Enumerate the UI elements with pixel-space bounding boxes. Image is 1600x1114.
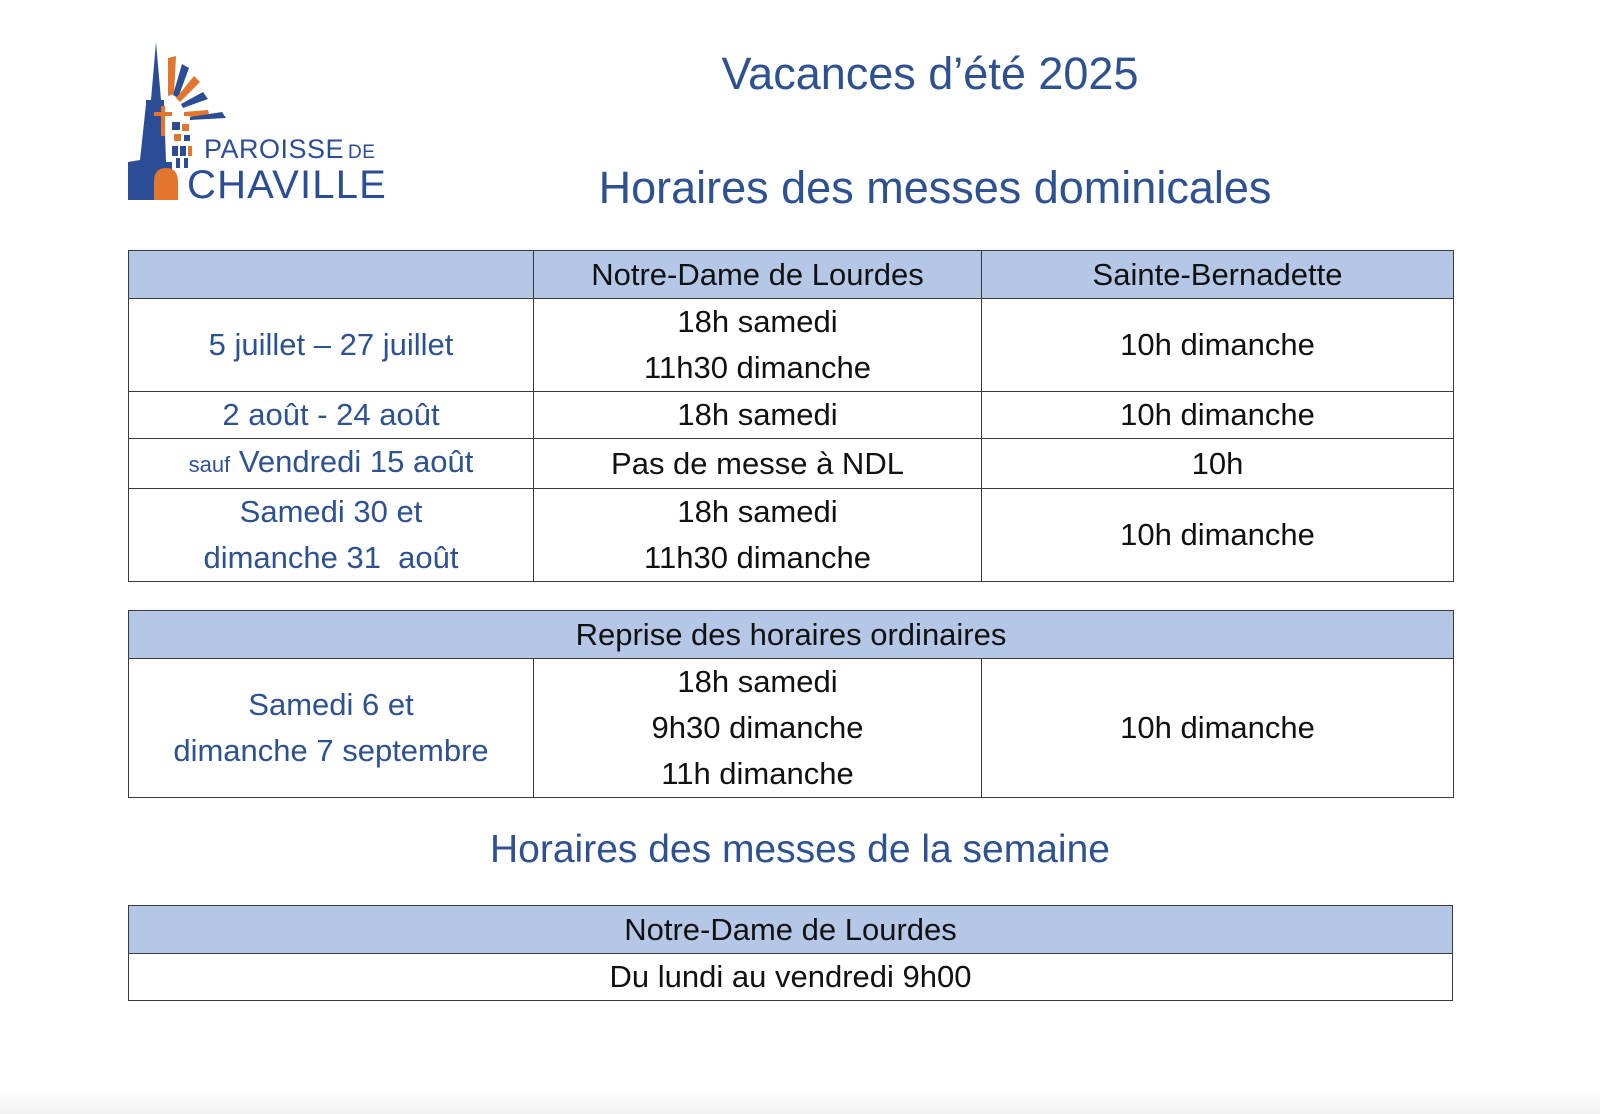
ordinary-heading: Reprise des horaires ordinaires [129,611,1454,659]
date-cell: 5 juillet – 27 juillet [129,299,534,392]
table-row [129,392,1454,439]
page-bottom-edge [0,1090,1600,1114]
header-cell-sainte-bernadette: Sainte-Bernadette [982,251,1454,299]
table-header-row [129,251,1454,299]
sunday-section-title: Horaires des messes dominicales [598,162,1272,213]
sunday-schedule-table [128,250,1454,582]
weekday-heading: Notre-Dame de Lourdes [129,906,1453,954]
header-cell-notre-dame: Notre-Dame de Lourdes [534,251,982,299]
sauf-prefix: sauf [188,452,231,477]
table-row [129,299,1454,392]
table-row [129,489,1454,582]
logo-wordmark-bottom: CHAVILLE [187,163,388,207]
notre-dame-times-cell: 18h samedi 9h30 dimanche 11h dimanche [534,659,982,798]
notre-dame-times-cell: 18h samedi 11h30 dimanche [534,489,982,582]
sainte-bernadette-times-cell: 10h dimanche [982,659,1454,798]
parish-logo [128,42,388,212]
date-cell: sauf Vendredi 15 août [129,439,534,489]
ordinary-schedule-table [128,610,1454,798]
table-row [129,439,1454,489]
sainte-bernadette-times-cell: 10h dimanche [982,392,1454,439]
table-row [129,659,1454,798]
notre-dame-times-cell: 18h samedi 11h30 dimanche [534,299,982,392]
sainte-bernadette-times-cell: 10h dimanche [982,489,1454,582]
logo-wordmark-top: PAROISSE DE [204,134,376,164]
weekday-schedule-table [128,905,1453,1001]
header-cell-empty [129,251,534,299]
sainte-bernadette-times-cell: 10h [982,439,1454,489]
table-row [129,954,1453,1001]
notre-dame-times-cell: Pas de messe à NDL [534,439,982,489]
table-header-row [129,611,1454,659]
notre-dame-times-cell: 18h samedi [534,392,982,439]
sainte-bernadette-times-cell: 10h dimanche [982,299,1454,392]
date-cell: Samedi 6 et dimanche 7 septembre [129,659,534,798]
page-title: Vacances d’été 2025 [721,48,1139,99]
weekday-schedule-cell: Du lundi au vendredi 9h00 [129,954,1453,1001]
date-cell: 2 août - 24 août [129,392,534,439]
date-cell: Samedi 30 et dimanche 31 août [129,489,534,582]
table-header-row [129,906,1453,954]
weekday-section-title: Horaires des messes de la semaine [490,828,1110,871]
